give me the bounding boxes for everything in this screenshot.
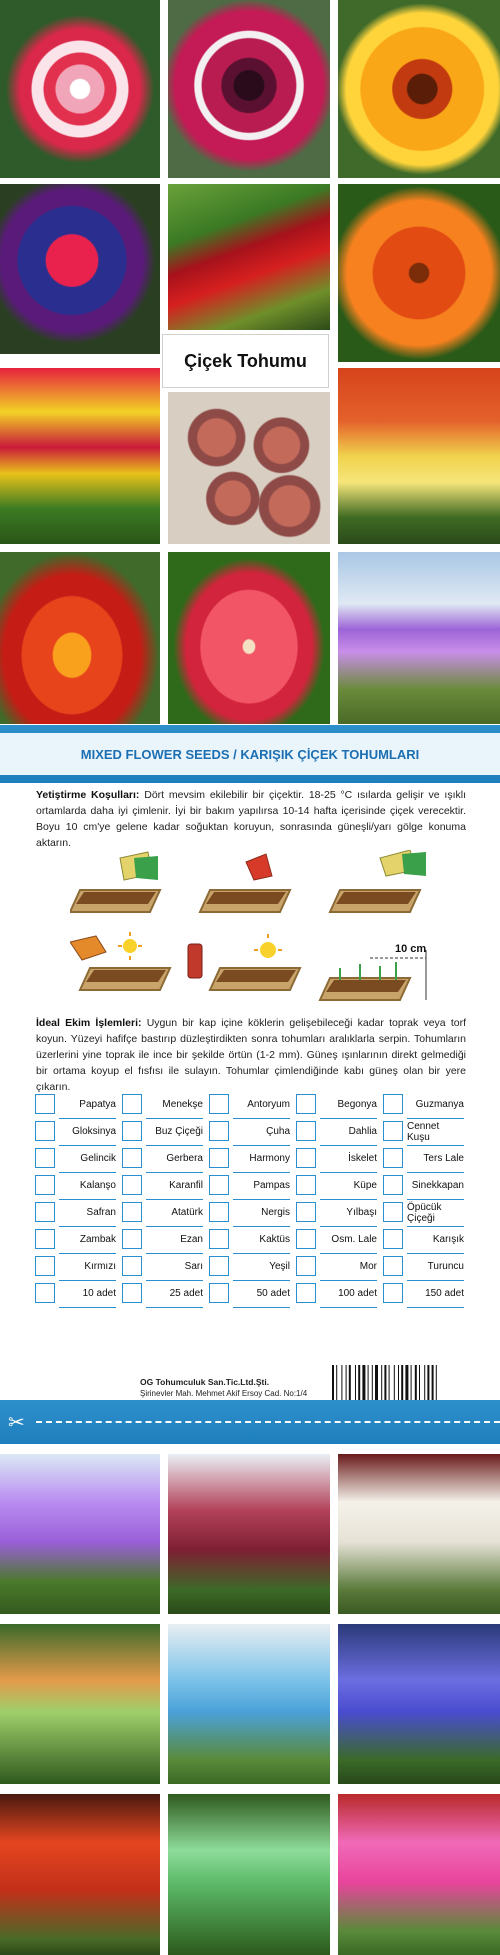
checklist-item — [296, 1118, 383, 1145]
checklist-item — [122, 1280, 209, 1307]
seed-label — [162, 334, 329, 388]
conditions-text: Dört mevsim ekilebilir bir çiçektir. 18-25 °C ısılarda gelişir ve ışıklı ortamlarda daha iyi çimlenir. İyi bir bakım yapılırsa 10-14 hafta içerisinde çiçek verecektir. Boyu 10 cm'ye gelene kadar soğuktan koruyun, sonrasında güneşli/yarı gölge konuma aktarın. — [36, 789, 466, 849]
checklist-item — [35, 1199, 122, 1226]
step-tray-5 — [188, 934, 300, 990]
checklist-item — [35, 1172, 122, 1199]
photo-guzmania — [0, 552, 160, 724]
flower-checklist — [35, 1091, 470, 1307]
checkbox[interactable] — [209, 1175, 229, 1195]
checkbox[interactable] — [35, 1229, 55, 1249]
checklist-item — [122, 1253, 209, 1280]
photo-pampas-violet — [338, 1624, 500, 1784]
checkbox[interactable] — [296, 1229, 316, 1249]
checklist-item — [35, 1091, 122, 1118]
checkbox[interactable] — [209, 1283, 229, 1303]
checklist-item — [296, 1226, 383, 1253]
checkbox[interactable] — [35, 1175, 55, 1195]
checkbox[interactable] — [296, 1256, 316, 1276]
checkbox[interactable] — [122, 1094, 142, 1114]
checkbox[interactable] — [296, 1121, 316, 1141]
checklist-label: Sarı — [146, 1253, 203, 1281]
checkbox[interactable] — [35, 1256, 55, 1276]
checkbox[interactable] — [209, 1229, 229, 1249]
checkbox[interactable] — [122, 1283, 142, 1303]
checkbox[interactable] — [383, 1229, 403, 1249]
checklist-label: Gelincik — [59, 1145, 116, 1173]
company-name: OG Tohumculuk San.Tic.Ltd.Şti. — [140, 1377, 270, 1387]
checklist-label: Çuha — [233, 1118, 290, 1146]
photo-pampas-purple — [338, 552, 500, 724]
checklist-item — [383, 1091, 470, 1118]
checklist-item — [296, 1253, 383, 1280]
checklist-label: Mor — [320, 1253, 377, 1281]
checklist-label: Nergis — [233, 1199, 290, 1227]
checklist-row — [35, 1145, 470, 1172]
checkbox[interactable] — [383, 1202, 403, 1222]
checklist-item — [209, 1172, 296, 1199]
checkbox[interactable] — [209, 1202, 229, 1222]
checkbox[interactable] — [35, 1121, 55, 1141]
packet-title: MIXED FLOWER SEEDS / KARIŞIK ÇİÇEK TOHUMLARI — [80, 746, 420, 762]
checklist-label: Karışık — [407, 1226, 464, 1254]
checklist-row — [35, 1280, 470, 1307]
checklist-item — [122, 1091, 209, 1118]
checklist-item — [122, 1199, 209, 1226]
checklist-item — [383, 1172, 470, 1199]
checkbox[interactable] — [209, 1256, 229, 1276]
checklist-label: Ters Lale — [407, 1145, 464, 1173]
checklist-item — [35, 1118, 122, 1145]
checklist-item — [209, 1118, 296, 1145]
checklist-label: İskelet — [320, 1145, 377, 1173]
checklist-label: Antoryum — [233, 1091, 290, 1119]
checkbox[interactable] — [209, 1121, 229, 1141]
checklist-label: Atatürk — [146, 1199, 203, 1227]
photo-begonia — [0, 0, 160, 178]
conditions-heading: Yetiştirme Koşulları: — [36, 789, 140, 801]
checklist-label: Yılbaşı — [320, 1199, 377, 1227]
photo-pampas-mint — [168, 1794, 330, 1955]
checklist-item — [209, 1226, 296, 1253]
checkbox[interactable] — [122, 1175, 142, 1195]
photo-fuchsia — [0, 184, 160, 354]
checkbox[interactable] — [209, 1094, 229, 1114]
checklist-label: Turuncu — [407, 1253, 464, 1281]
checkbox[interactable] — [296, 1148, 316, 1168]
checklist-item — [296, 1199, 383, 1226]
checklist-item — [383, 1145, 470, 1172]
step-tray-1 — [70, 852, 160, 912]
checklist-item — [35, 1226, 122, 1253]
checklist-item — [383, 1199, 470, 1226]
checkbox[interactable] — [296, 1175, 316, 1195]
checkbox[interactable] — [383, 1256, 403, 1276]
checkbox[interactable] — [122, 1148, 142, 1168]
checklist-row — [35, 1199, 470, 1226]
photo-pampas-burgundy — [168, 1454, 330, 1614]
photo-lily — [338, 184, 500, 362]
checklist-label: Kaktüs — [233, 1226, 290, 1254]
checklist-label: Sinekkapan — [407, 1172, 464, 1200]
checklist-item — [296, 1091, 383, 1118]
checkbox[interactable] — [296, 1202, 316, 1222]
checklist-label: Gloksinya — [59, 1118, 116, 1146]
checkbox[interactable] — [35, 1148, 55, 1168]
photo-pampas-red — [0, 1794, 160, 1955]
checklist-row — [35, 1226, 470, 1253]
checklist-label: Menekşe — [146, 1091, 203, 1119]
checklist-label: 100 adet — [320, 1280, 377, 1308]
checklist-item — [296, 1172, 383, 1199]
checklist-label: Ezan — [146, 1226, 203, 1254]
checklist-item — [122, 1118, 209, 1145]
checklist-label: Osm. Lale — [320, 1226, 377, 1254]
growing-conditions — [36, 787, 466, 847]
seed-packet — [0, 725, 500, 1490]
checklist-item — [383, 1118, 470, 1145]
photo-anthurium — [168, 552, 330, 724]
checklist-label: Küpe — [320, 1172, 377, 1200]
planting-instructions — [36, 1015, 466, 1093]
checklist-item — [383, 1280, 470, 1307]
checklist-item — [209, 1280, 296, 1307]
checklist-row — [35, 1172, 470, 1199]
checkbox[interactable] — [35, 1202, 55, 1222]
checklist-row — [35, 1118, 470, 1145]
checklist-label: Kırmızı — [59, 1253, 116, 1281]
checklist-item — [383, 1226, 470, 1253]
checklist-item — [296, 1145, 383, 1172]
checklist-label: Pampas — [233, 1172, 290, 1200]
planting-text: Uygun bir kap içine köklerin gelişebileceği kadar toprak veya torf koyun. Yüzeyi hafifçe bastırıp düzleştirdikten sonra tohumları aralıklarla serpin. Tohumların üzerlerini yine toprak ile ince bir şekilde örtün (1-2 mm). Güneş ışınlarının direkt gelmediği bir ortama koyup el fısfısı ile sulayın. Tohumlar çimlendiğinde kabı güneş olan bir yere çıkarın. — [36, 1017, 466, 1093]
planting-steps-illustration — [70, 850, 450, 1010]
checklist-label: Yeşil — [233, 1253, 290, 1281]
photo-crown-imperial — [338, 368, 500, 544]
checkbox[interactable] — [122, 1256, 142, 1276]
checkbox[interactable] — [122, 1229, 142, 1249]
planting-heading: İdeal Ekim İşlemleri: — [36, 1017, 142, 1029]
checkbox[interactable] — [35, 1094, 55, 1114]
checklist-label: Gerbera — [146, 1145, 203, 1173]
checklist-label: Kalanşo — [59, 1172, 116, 1200]
checklist-label: Öpücük Çiçeği — [407, 1199, 464, 1227]
checklist-label: Dahlia — [320, 1118, 377, 1146]
checklist-label: 25 adet — [146, 1280, 203, 1308]
checklist-item — [122, 1226, 209, 1253]
checkbox[interactable] — [209, 1148, 229, 1168]
photo-pampas-blue — [168, 1624, 330, 1784]
checklist-label: Buz Çiçeği — [146, 1118, 203, 1146]
checkbox[interactable] — [383, 1121, 403, 1141]
checkbox[interactable] — [383, 1094, 403, 1114]
cut-line-band — [0, 1400, 500, 1444]
checklist-row — [35, 1253, 470, 1280]
dashed-cut-line — [36, 1421, 500, 1423]
checklist-label: 150 adet — [407, 1280, 464, 1308]
step-tray-6 — [320, 950, 426, 1000]
photo-gloxinia — [168, 0, 330, 178]
checkbox[interactable] — [383, 1175, 403, 1195]
checklist-item — [383, 1253, 470, 1280]
checkbox[interactable] — [296, 1283, 316, 1303]
checklist-label: 50 adet — [233, 1280, 290, 1308]
checkbox[interactable] — [122, 1121, 142, 1141]
checklist-item — [296, 1280, 383, 1307]
checklist-label: Karanfil — [146, 1172, 203, 1200]
photo-venus-flytrap — [168, 184, 330, 330]
step-tray-2 — [200, 854, 290, 912]
photo-pampas-pink — [338, 1794, 500, 1955]
photo-tulips — [0, 368, 160, 544]
checkbox[interactable] — [296, 1094, 316, 1114]
photo-pampas-orange-green — [0, 1624, 160, 1784]
checklist-item — [122, 1172, 209, 1199]
checklist-item — [35, 1145, 122, 1172]
checklist-item — [35, 1280, 122, 1307]
checklist-item — [209, 1253, 296, 1280]
checklist-label: Papatya — [59, 1091, 116, 1119]
seed-label-text: Çiçek Tohumu — [184, 350, 307, 371]
step-tray-4 — [70, 932, 170, 990]
checklist-label: Harmony — [233, 1145, 290, 1173]
photo-lithops — [168, 392, 330, 544]
step-tray-3 — [330, 850, 426, 912]
checklist-row — [35, 1091, 470, 1118]
company-address-line1: Şirinevler Mah. Mehmet Akif Ersoy Cad. No:1/4 — [140, 1389, 308, 1398]
checklist-label: 10 adet — [59, 1280, 116, 1308]
checkbox[interactable] — [122, 1202, 142, 1222]
checklist-label: Begonya — [320, 1091, 377, 1119]
scissors-icon: ✂ — [8, 1412, 25, 1434]
packet-title-band — [0, 725, 500, 783]
checklist-label: Guzmanya — [407, 1091, 464, 1119]
checkbox[interactable] — [35, 1283, 55, 1303]
photo-pampas-white — [338, 1454, 500, 1614]
step-height-label: 10 cm — [395, 943, 427, 955]
checklist-label: Cennet Kuşu — [407, 1118, 464, 1146]
checklist-item — [209, 1145, 296, 1172]
checklist-label: Zambak — [59, 1226, 116, 1254]
checklist-item — [209, 1199, 296, 1226]
photo-pampas-lilac — [0, 1454, 160, 1614]
flower-photo-grid — [0, 0, 500, 725]
checklist-item — [122, 1145, 209, 1172]
checklist-label: Safran — [59, 1199, 116, 1227]
checkbox[interactable] — [383, 1283, 403, 1303]
checkbox[interactable] — [383, 1148, 403, 1168]
checklist-item — [209, 1091, 296, 1118]
checklist-item — [35, 1253, 122, 1280]
photo-dahlia — [338, 0, 500, 178]
